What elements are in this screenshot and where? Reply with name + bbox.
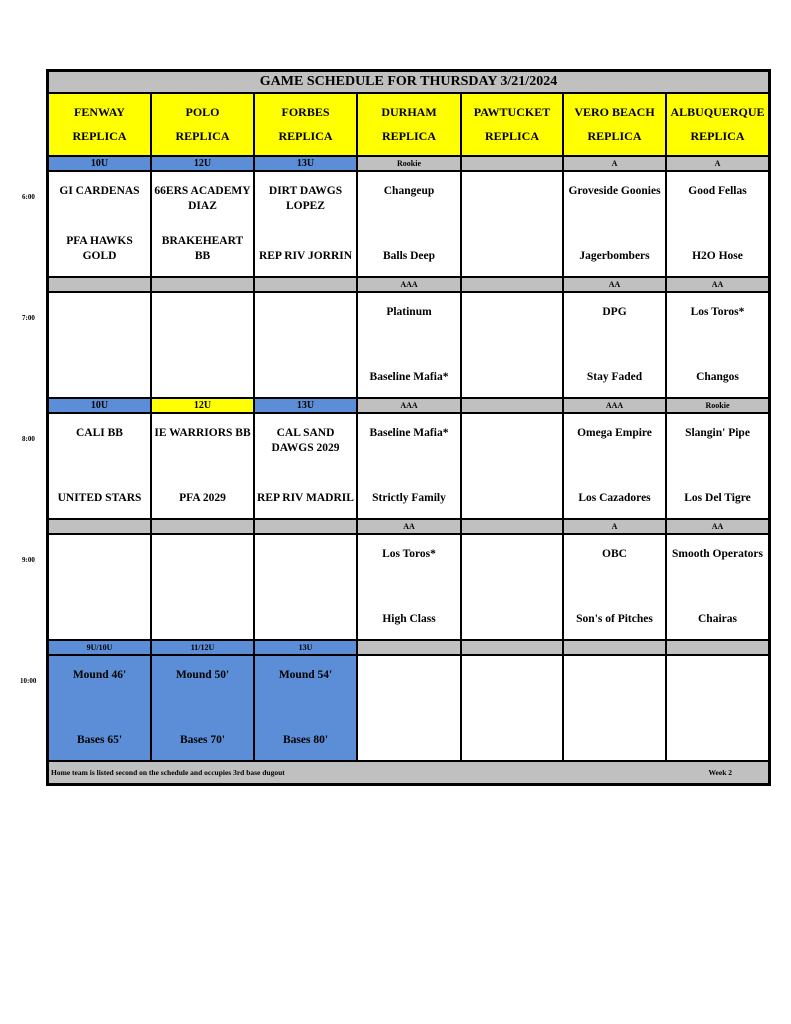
division-label [151, 519, 254, 534]
away-team: Smooth Operators [671, 548, 764, 560]
game-cell [666, 171, 769, 277]
game-cell [48, 171, 151, 277]
division-label [461, 398, 563, 413]
home-team: REP RIV MADRIL [257, 492, 354, 505]
time-label: 6:00 [22, 193, 35, 201]
division-label: 9U/10U [48, 640, 151, 655]
game-cell [461, 292, 563, 398]
away-team: Changeup [383, 185, 435, 197]
division-label [461, 519, 563, 534]
home-team: Son's of Pitches [576, 613, 653, 626]
game-cell [563, 292, 666, 398]
field-header-0 [48, 93, 151, 156]
away-team: Los Toros* [382, 548, 436, 560]
week-label: Week 2 [708, 768, 732, 777]
field-name: ALBUQUERQUE [670, 104, 765, 119]
division-label [48, 277, 151, 292]
game-cell [48, 292, 151, 398]
game-cell [357, 171, 461, 277]
division-label [666, 640, 769, 655]
game-cell [151, 413, 254, 519]
away-team: Groveside Goonies [568, 185, 661, 197]
division-label: Rookie [357, 156, 461, 171]
field-name: DURHAM [381, 104, 437, 119]
game-cell [357, 534, 461, 640]
field-sub: REPLICA [175, 129, 230, 144]
home-team: H2O Hose [692, 250, 743, 263]
field-header-1 [151, 93, 254, 156]
field-name: FORBES [281, 104, 330, 119]
division-label: AAA [357, 277, 461, 292]
field-name: PAWTUCKET [473, 104, 551, 119]
game-cell [563, 413, 666, 519]
time-label: 8:00 [22, 435, 35, 443]
away-team: Mound 46' [72, 669, 127, 681]
division-label: 12U [151, 156, 254, 171]
home-team: Jagerbombers [579, 250, 650, 263]
division-label [461, 277, 563, 292]
game-cell [254, 171, 357, 277]
schedule-sheet [46, 69, 771, 786]
footer-note: Home team is listed second on the schedule and occupies 3rd base dugout [51, 768, 285, 777]
division-label: 13U [254, 398, 357, 413]
away-team: Platinum [386, 306, 432, 318]
home-team: Balls Deep [382, 250, 436, 263]
division-label: 10U [48, 398, 151, 413]
division-label: 12U [151, 398, 254, 413]
game-cell [563, 534, 666, 640]
division-label: 13U [254, 640, 357, 655]
game-cell [461, 655, 563, 761]
home-team: Baseline Mafia* [369, 371, 449, 384]
game-cell [563, 171, 666, 277]
home-team: Bases 65' [76, 734, 123, 747]
game-cell [563, 655, 666, 761]
game-cell [666, 655, 769, 761]
game-cell [666, 413, 769, 519]
division-label [461, 156, 563, 171]
home-team: Los Cazadores [578, 492, 651, 505]
game-cell [666, 534, 769, 640]
away-team: Omega Empire [577, 427, 652, 439]
division-label: A [563, 519, 666, 534]
home-team: Los Del Tigre [684, 492, 751, 505]
away-team: Baseline Mafia* [369, 427, 449, 439]
field-sub: REPLICA [484, 129, 539, 144]
division-label [357, 640, 461, 655]
division-label [563, 640, 666, 655]
division-label: Rookie [666, 398, 769, 413]
away-team: Mound 50' [175, 669, 230, 681]
field-sub: REPLICA [72, 129, 127, 144]
division-label: AA [357, 519, 461, 534]
game-cell [357, 292, 461, 398]
home-team: Stay Faded [586, 371, 643, 384]
home-team: Bases 80' [282, 734, 329, 747]
division-label: A [563, 156, 666, 171]
division-label: AAA [357, 398, 461, 413]
division-label: 10U [48, 156, 151, 171]
home-team: Changos [696, 371, 739, 384]
footer-bar [48, 761, 769, 784]
field-sub: REPLICA [587, 129, 642, 144]
game-cell [151, 534, 254, 640]
game-cell [666, 292, 769, 398]
game-cell [48, 655, 151, 761]
home-team: REP RIV JORRIN [258, 250, 353, 263]
division-label: 11/12U [151, 640, 254, 655]
game-cell [357, 413, 461, 519]
division-label: A [666, 156, 769, 171]
away-team: CALI BB [76, 427, 123, 439]
home-team: UNITED STARS [57, 492, 142, 505]
away-team: CAL SAND DAWGS 2029 [271, 427, 340, 454]
game-cell [254, 292, 357, 398]
away-team: DPG [602, 306, 627, 318]
home-team: Bases 70' [179, 734, 226, 747]
game-cell [461, 171, 563, 277]
away-team: IE WARRIORS BB [154, 427, 251, 439]
field-sub: REPLICA [381, 129, 436, 144]
game-cell [254, 655, 357, 761]
time-label: 10:00 [20, 677, 37, 685]
game-cell [151, 292, 254, 398]
field-name: VERO BEACH [574, 104, 655, 119]
page-title: GAME SCHEDULE FOR THURSDAY 3/21/2024 [48, 71, 769, 93]
division-label: AAA [563, 398, 666, 413]
game-cell [461, 413, 563, 519]
game-cell [151, 171, 254, 277]
away-team: GI CARDENAS [59, 185, 140, 197]
division-label [151, 277, 254, 292]
division-label [254, 519, 357, 534]
game-cell [357, 655, 461, 761]
division-label: 13U [254, 156, 357, 171]
game-cell [48, 413, 151, 519]
division-label: AA [666, 277, 769, 292]
division-label [48, 519, 151, 534]
away-team: DIRT DAWGS LOPEZ [268, 185, 343, 212]
time-label: 9:00 [22, 556, 35, 564]
game-cell [254, 413, 357, 519]
division-label: AA [666, 519, 769, 534]
field-header-4 [461, 93, 563, 156]
field-header-5 [563, 93, 666, 156]
away-team: Mound 54' [278, 669, 333, 681]
home-team: PFA 2029 [179, 492, 226, 505]
field-sub: REPLICA [690, 129, 745, 144]
home-team: Strictly Family [372, 492, 446, 505]
field-header-6 [666, 93, 769, 156]
home-team: PFA HAWKS GOLD [66, 235, 133, 263]
away-team: Good Fellas [688, 185, 747, 197]
away-team: 66ERS ACADEMY DIAZ [154, 185, 251, 212]
field-sub: REPLICA [278, 129, 333, 144]
time-label: 7:00 [22, 314, 35, 322]
home-team: BRAKEHEART BB [161, 235, 244, 263]
game-cell [254, 534, 357, 640]
division-label: AA [563, 277, 666, 292]
field-header-2 [254, 93, 357, 156]
game-cell [461, 534, 563, 640]
game-cell [48, 534, 151, 640]
division-label [461, 640, 563, 655]
away-team: Los Toros* [690, 306, 745, 318]
away-team: OBC [602, 548, 627, 560]
division-label [254, 277, 357, 292]
field-header-3 [357, 93, 461, 156]
away-team: Slangin' Pipe [685, 427, 750, 439]
field-name: POLO [185, 104, 220, 119]
field-name: FENWAY [74, 104, 125, 119]
home-team: Chairas [698, 613, 737, 626]
game-cell [151, 655, 254, 761]
home-team: High Class [382, 613, 436, 626]
